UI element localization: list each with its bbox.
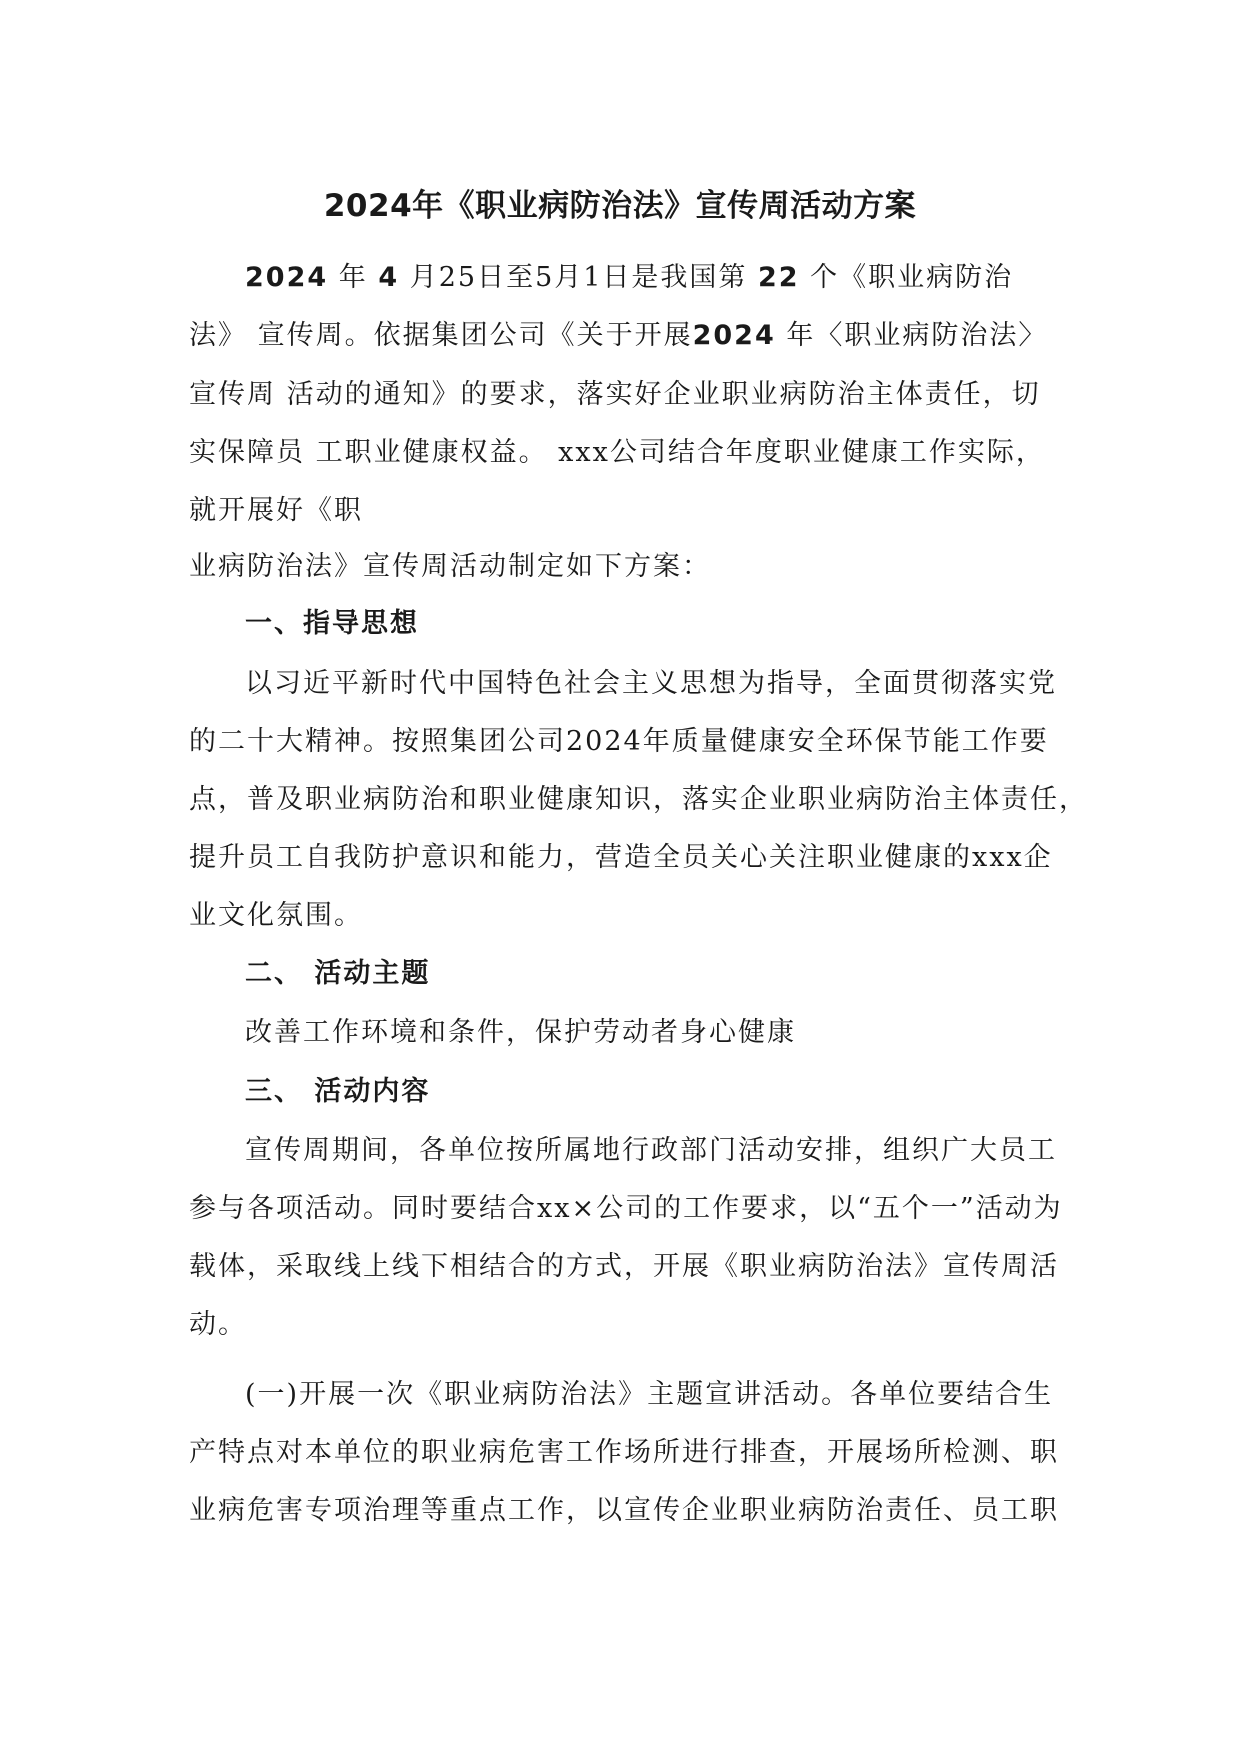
section-3-para-1-line-2: 参与各项活动。同时要结合xx×公司的工作要求，以“五个一”活动为 [189, 1193, 1063, 1224]
section-2-line: 改善工作环境和条件，保护劳动者身心健康 [245, 1017, 796, 1048]
intro-text: 法》 宣传周。依据集团公司《关于开展 [189, 320, 693, 351]
section-3-para-2-line-1: (一)开展一次《职业病防治法》主题宣讲活动。各单位要结合生 [245, 1379, 1054, 1410]
intro-line-5: 就开展好《职 [189, 495, 363, 526]
section-3-para-2-line-2: 产特点对本单位的职业病危害工作场所进行排查，开展场所检测、职 [189, 1437, 1059, 1468]
section-1-line-4: 提升员工自我防护意识和能力，营造全员关心关注职业健康的xxx企 [189, 842, 1053, 873]
section-3-para-1-line-4: 动。 [189, 1309, 247, 1340]
section-1-line-2: 的二十大精神。按照集团公司2024年质量健康安全环保节能工作要 [189, 726, 1049, 757]
intro-month: 4 [378, 262, 400, 293]
section-1-line-5: 业文化氛围。 [189, 900, 363, 931]
intro-year: 2024 [245, 262, 329, 293]
section-1-line-3: 点，普及职业病防治和职业健康知识，落实企业职业病防治主体责任， [189, 784, 1088, 815]
section-3-para-2-line-3: 业病危害专项治理等重点工作，以宣传企业职业病防治责任、员工职 [189, 1495, 1059, 1526]
section-1-line-1: 以习近平新时代中国特色社会主义思想为指导，全面贯彻落实党 [245, 668, 1057, 699]
intro-line-1 [245, 258, 1013, 298]
intro-ordinal: 22 [758, 262, 800, 293]
intro-line-2 [189, 316, 1047, 356]
section-3-heading: 三、 活动内容 [245, 1076, 431, 1107]
intro-year: 2024 [692, 320, 776, 351]
section-3-para-1-line-1: 宣传周期间，各单位按所属地行政部门活动安排，组织广大员工 [245, 1135, 1057, 1166]
intro-line-6: 业病防治法》宣传周活动制定如下方案： [189, 551, 711, 582]
intro-line-3: 宣传周 活动的通知》的要求，落实好企业职业病防治主体责任，切 [189, 379, 1041, 410]
section-3-para-1-line-3: 载体，采取线上线下相结合的方式，开展《职业病防治法》宣传周活 [189, 1251, 1059, 1282]
section-1-heading: 一、指导思想 [245, 608, 419, 639]
intro-text: 月25日至5月1日是我国第 [399, 262, 759, 293]
intro-line-4: 实保障员 工职业健康权益。 xxx公司结合年度职业健康工作实际， [189, 437, 1045, 468]
intro-text: 年〈职业病防治法〉 [775, 320, 1048, 351]
document-title: 2024年《职业病防治法》宣传周活动方案 [323, 188, 917, 224]
intro-text: 个《职业病防治 [799, 262, 1014, 293]
intro-text: 年 [328, 262, 379, 293]
section-2-heading: 二、 活动主题 [245, 958, 431, 989]
